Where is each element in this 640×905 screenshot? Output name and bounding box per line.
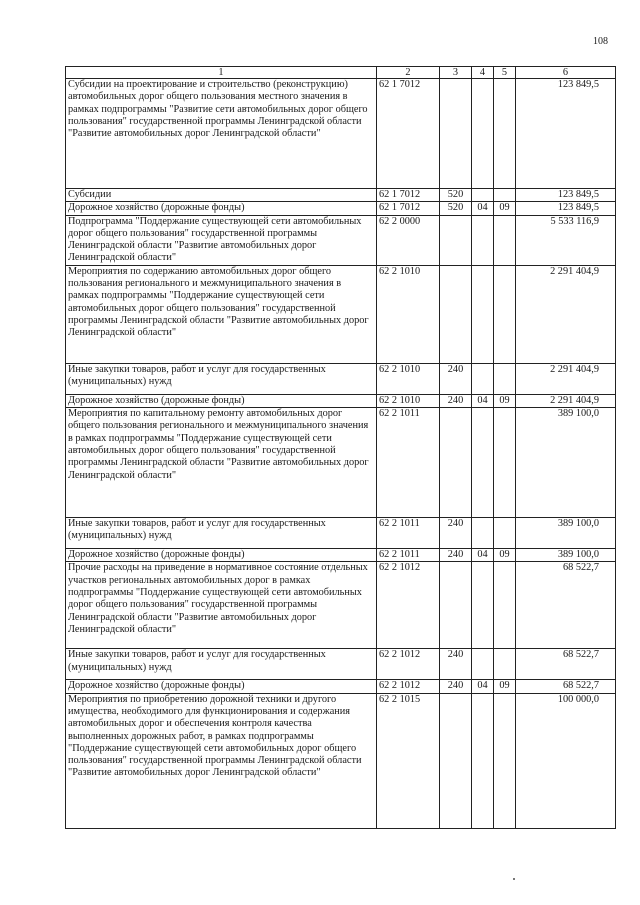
row-amount-cell: 68 522,7 bbox=[516, 649, 616, 680]
row-type-cell: 520 bbox=[440, 189, 472, 202]
row-name-cell: Иные закупки товаров, работ и услуг для государственных (муниципальных) нужд bbox=[66, 518, 377, 549]
table-row bbox=[66, 649, 616, 680]
table-row bbox=[66, 680, 616, 693]
table-row bbox=[66, 408, 616, 518]
row-section-cell: 04 bbox=[472, 549, 494, 562]
table-row bbox=[66, 363, 616, 394]
table-row bbox=[66, 693, 616, 828]
row-code-cell: 62 2 1012 bbox=[377, 680, 440, 693]
row-amount-cell: 68 522,7 bbox=[516, 680, 616, 693]
row-code-cell: 62 2 1011 bbox=[377, 408, 440, 518]
header-cell: 6 bbox=[516, 67, 616, 79]
row-amount-cell: 2 291 404,9 bbox=[516, 394, 616, 407]
row-subsection-cell bbox=[494, 649, 516, 680]
row-subsection-cell bbox=[494, 693, 516, 828]
row-amount-cell: 389 100,0 bbox=[516, 518, 616, 549]
row-subsection-cell bbox=[494, 189, 516, 202]
row-code-cell: 62 1 7012 bbox=[377, 79, 440, 189]
row-code-cell: 62 2 1012 bbox=[377, 649, 440, 680]
page-number: 108 bbox=[593, 36, 608, 47]
table-row bbox=[66, 215, 616, 265]
table-row bbox=[66, 518, 616, 549]
row-amount-cell: 68 522,7 bbox=[516, 562, 616, 649]
row-amount-cell: 389 100,0 bbox=[516, 408, 616, 518]
row-code-cell: 62 2 1015 bbox=[377, 693, 440, 828]
row-name-cell: Субсидии на проектирование и строительство (реконструкцию) автомобильных дорог общего пользования местного значения в рамках подпрограммы "Развитие сети автомобильных дорог общего пользования" государственной программы Ленинградской области "Развитие автомобильных дорог Ленинградской области" bbox=[66, 79, 377, 189]
row-type-cell: 240 bbox=[440, 649, 472, 680]
row-subsection-cell: 09 bbox=[494, 549, 516, 562]
row-subsection-cell bbox=[494, 518, 516, 549]
row-code-cell: 62 2 1011 bbox=[377, 549, 440, 562]
row-type-cell bbox=[440, 265, 472, 363]
row-section-cell bbox=[472, 408, 494, 518]
row-type-cell: 520 bbox=[440, 202, 472, 215]
row-name-cell: Прочие расходы на приведение в нормативное состояние отдельных участков региональных автомобильных дорог в рамках подпрограммы "Поддержание существующей сети автомобильных дорог общего пользования" государственной программы Ленинградской области "Развитие автомобильных дорог Ленинградской области" bbox=[66, 562, 377, 649]
row-name-cell: Дорожное хозяйство (дорожные фонды) bbox=[66, 680, 377, 693]
row-type-cell: 240 bbox=[440, 518, 472, 549]
row-section-cell bbox=[472, 265, 494, 363]
row-subsection-cell: 09 bbox=[494, 680, 516, 693]
row-code-cell: 62 1 7012 bbox=[377, 202, 440, 215]
table-row bbox=[66, 202, 616, 215]
row-section-cell bbox=[472, 693, 494, 828]
row-subsection-cell bbox=[494, 79, 516, 189]
row-name-cell: Иные закупки товаров, работ и услуг для государственных (муниципальных) нужд bbox=[66, 363, 377, 394]
scan-speck bbox=[513, 878, 515, 880]
row-subsection-cell: 09 bbox=[494, 394, 516, 407]
row-amount-cell: 2 291 404,9 bbox=[516, 363, 616, 394]
row-code-cell: 62 2 1012 bbox=[377, 562, 440, 649]
row-subsection-cell: 09 bbox=[494, 202, 516, 215]
row-section-cell bbox=[472, 189, 494, 202]
row-type-cell: 240 bbox=[440, 549, 472, 562]
row-subsection-cell bbox=[494, 562, 516, 649]
header-row bbox=[66, 67, 616, 79]
row-type-cell: 240 bbox=[440, 394, 472, 407]
header-cell: 3 bbox=[440, 67, 472, 79]
row-code-cell: 62 2 1010 bbox=[377, 394, 440, 407]
row-type-cell: 240 bbox=[440, 680, 472, 693]
row-type-cell bbox=[440, 693, 472, 828]
row-amount-cell: 5 533 116,9 bbox=[516, 215, 616, 265]
row-type-cell bbox=[440, 79, 472, 189]
budget-table bbox=[65, 66, 616, 829]
row-amount-cell: 100 000,0 bbox=[516, 693, 616, 828]
row-subsection-cell bbox=[494, 265, 516, 363]
row-name-cell: Мероприятия по капитальному ремонту автомобильных дорог общего пользования регионального и межмуниципального значения в рамках подпрограммы "Поддержание существующей сети автомобильных дорог общего пользования" государственной программы Ленинградской области "Развитие автомобильных дорог Ленинградской области" bbox=[66, 408, 377, 518]
row-amount-cell: 123 849,5 bbox=[516, 189, 616, 202]
row-section-cell: 04 bbox=[472, 202, 494, 215]
row-code-cell: 62 2 1010 bbox=[377, 265, 440, 363]
header-cell: 1 bbox=[66, 67, 377, 79]
row-name-cell: Иные закупки товаров, работ и услуг для государственных (муниципальных) нужд bbox=[66, 649, 377, 680]
header-cell: 2 bbox=[377, 67, 440, 79]
header-cell: 4 bbox=[472, 67, 494, 79]
row-name-cell: Субсидии bbox=[66, 189, 377, 202]
row-type-cell bbox=[440, 562, 472, 649]
row-name-cell: Дорожное хозяйство (дорожные фонды) bbox=[66, 202, 377, 215]
row-subsection-cell bbox=[494, 215, 516, 265]
row-section-cell bbox=[472, 562, 494, 649]
table-row bbox=[66, 79, 616, 189]
row-section-cell bbox=[472, 649, 494, 680]
row-amount-cell: 389 100,0 bbox=[516, 549, 616, 562]
table-row bbox=[66, 549, 616, 562]
row-name-cell: Мероприятия по приобретению дорожной техники и другого имущества, необходимого для функционирования и содержания автомобильных дорог и обеспечения контроля качества выполненных дорожных работ, в рамках подпрограммы "Поддержание существующей сети автомобильных дорог общего пользования" государственной программы Ленинградской области "Развитие автомобильных дорог Ленинградской области" bbox=[66, 693, 377, 828]
row-name-cell: Мероприятия по содержанию автомобильных дорог общего пользования регионального и межмуниципального значения в рамках подпрограммы "Поддержание существующей сети автомобильных дорог общего пользования" государственной программы Ленинградской области "Развитие автомобильных дорог Ленинградской области" bbox=[66, 265, 377, 363]
row-amount-cell: 123 849,5 bbox=[516, 79, 616, 189]
row-section-cell bbox=[472, 215, 494, 265]
table-row bbox=[66, 189, 616, 202]
row-amount-cell: 2 291 404,9 bbox=[516, 265, 616, 363]
table-row bbox=[66, 265, 616, 363]
table-row bbox=[66, 562, 616, 649]
row-code-cell: 62 2 1010 bbox=[377, 363, 440, 394]
header-cell: 5 bbox=[494, 67, 516, 79]
row-type-cell bbox=[440, 408, 472, 518]
row-name-cell: Дорожное хозяйство (дорожные фонды) bbox=[66, 549, 377, 562]
row-name-cell: Дорожное хозяйство (дорожные фонды) bbox=[66, 394, 377, 407]
row-code-cell: 62 2 1011 bbox=[377, 518, 440, 549]
row-code-cell: 62 1 7012 bbox=[377, 189, 440, 202]
row-amount-cell: 123 849,5 bbox=[516, 202, 616, 215]
row-section-cell: 04 bbox=[472, 394, 494, 407]
row-name-cell: Подпрограмма "Поддержание существующей сети автомобильных дорог общего пользования" государственной программы Ленинградской области "Развитие автомобильных дорог Ленинградской области" bbox=[66, 215, 377, 265]
row-type-cell bbox=[440, 215, 472, 265]
row-section-cell bbox=[472, 363, 494, 394]
row-subsection-cell bbox=[494, 408, 516, 518]
row-code-cell: 62 2 0000 bbox=[377, 215, 440, 265]
table-row bbox=[66, 394, 616, 407]
row-type-cell: 240 bbox=[440, 363, 472, 394]
row-subsection-cell bbox=[494, 363, 516, 394]
row-section-cell: 04 bbox=[472, 680, 494, 693]
row-section-cell bbox=[472, 518, 494, 549]
row-section-cell bbox=[472, 79, 494, 189]
